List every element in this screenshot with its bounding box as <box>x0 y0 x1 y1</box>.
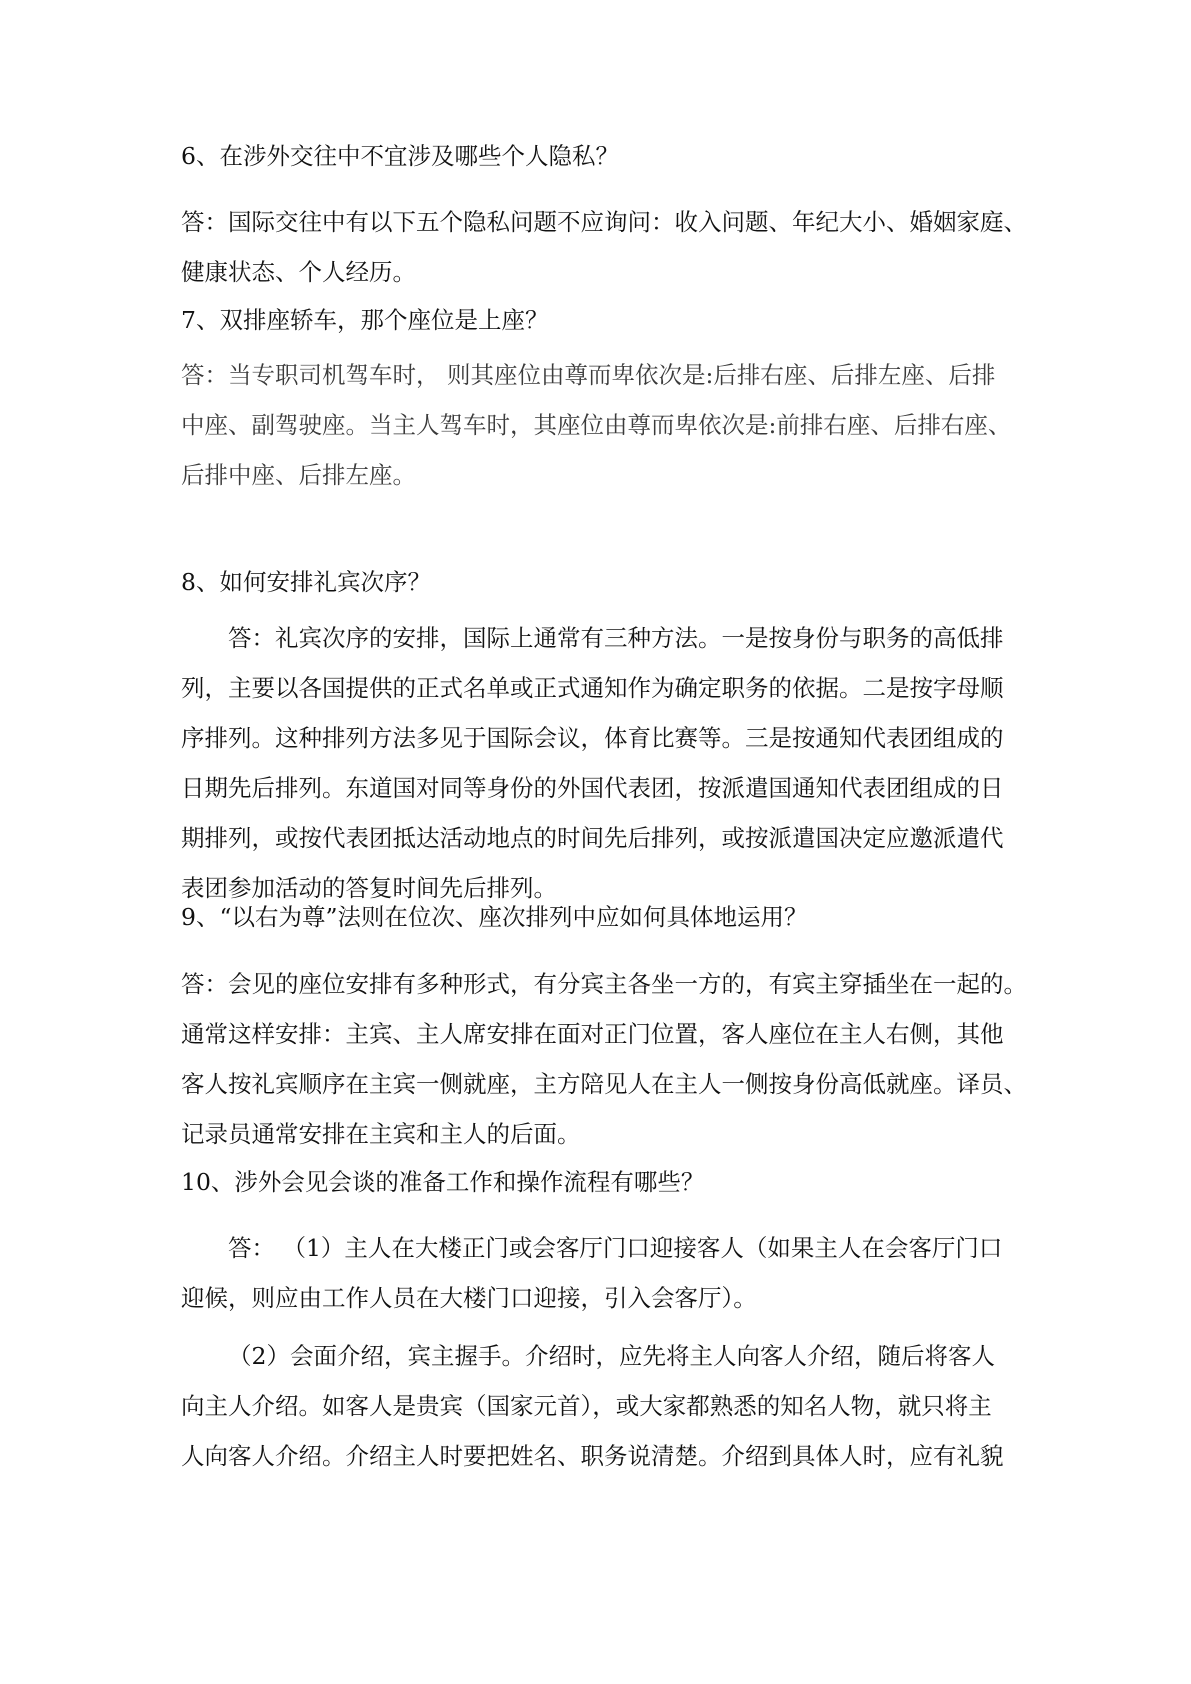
answer-line: 答： （1）主人在大楼正门或会客厅门口迎接客人（如果主人在会客厅门口 <box>228 1234 1003 1262</box>
answer-line: 期排列，或按代表团抵达活动地点的时间先后排列，或按派遣国决定应邀派遣代 <box>181 824 1004 852</box>
question-6-title: 6、在涉外交往中不宜涉及哪些个人隐私？ <box>181 142 619 170</box>
answer-6 <box>181 197 1027 297</box>
answer-line: 序排列。这种排列方法多见于国际会议，体育比赛等。三是按通知代表团组成的 <box>181 724 1004 752</box>
question-9-title: 9、“以右为尊”法则在位次、座次排列中应如何具体地运用？ <box>181 903 808 931</box>
answer-line: 迎候，则应由工作人员在大楼门口迎接，引入会客厅）。 <box>181 1284 757 1312</box>
answer-line: 人向客人介绍。介绍主人时要把姓名、职务说清楚。介绍到具体人时，应有礼貌 <box>181 1442 1004 1470</box>
answer-line: 答：当专职司机驾车时， 则其座位由尊而卑依次是:后排右座、后排左座、后排 <box>181 361 996 389</box>
answer-8 <box>181 613 1021 913</box>
answer-line: 表团参加活动的答复时间先后排列。 <box>181 874 557 902</box>
answer-line: 后排中座、后排左座。 <box>181 461 416 489</box>
answer-line: 答：会见的座位安排有多种形式，有分宾主各坐一方的，有宾主穿插坐在一起的。 <box>181 970 1027 998</box>
answer-10-part-1 <box>181 1223 1021 1323</box>
answer-10-part-2 <box>181 1331 1021 1481</box>
answer-line: （2）会面介绍，宾主握手。介绍时，应先将主人向客人介绍，随后将客人 <box>228 1342 995 1370</box>
answer-line: 记录员通常安排在主宾和主人的后面。 <box>181 1120 581 1148</box>
answer-line: 答：国际交往中有以下五个隐私问题不应询问：收入问题、年纪大小、婚姻家庭、 <box>181 208 1027 236</box>
answer-line: 中座、副驾驶座。当主人驾车时，其座位由尊而卑依次是:前排右座、后排右座、 <box>181 411 1012 439</box>
answer-7 <box>181 350 1021 500</box>
answer-line: 日期先后排列。东道国对同等身份的外国代表团，按派遣国通知代表团组成的日 <box>181 774 1004 802</box>
question-8-title: 8、如何安排礼宾次序？ <box>181 568 431 596</box>
answer-line: 列，主要以各国提供的正式名单或正式通知作为确定职务的依据。二是按字母顺 <box>181 674 1004 702</box>
answer-line: 答：礼宾次序的安排，国际上通常有三种方法。一是按身份与职务的高低排 <box>228 624 1004 652</box>
answer-line: 向主人介绍。如客人是贵宾（国家元首），或大家都熟悉的知名人物，就只将主 <box>181 1392 992 1420</box>
answer-line: 健康状态、个人经历。 <box>181 258 416 286</box>
question-10-title: 10、涉外会见会谈的准备工作和操作流程有哪些？ <box>181 1168 705 1196</box>
question-7-title: 7、双排座轿车，那个座位是上座？ <box>181 306 549 334</box>
answer-9 <box>181 959 1027 1159</box>
answer-line: 客人按礼宾顺序在主宾一侧就座，主方陪见人在主人一侧按身份高低就座。译员、 <box>181 1070 1027 1098</box>
answer-line: 通常这样安排：主宾、主人席安排在面对正门位置，客人座位在主人右侧，其他 <box>181 1020 1004 1048</box>
